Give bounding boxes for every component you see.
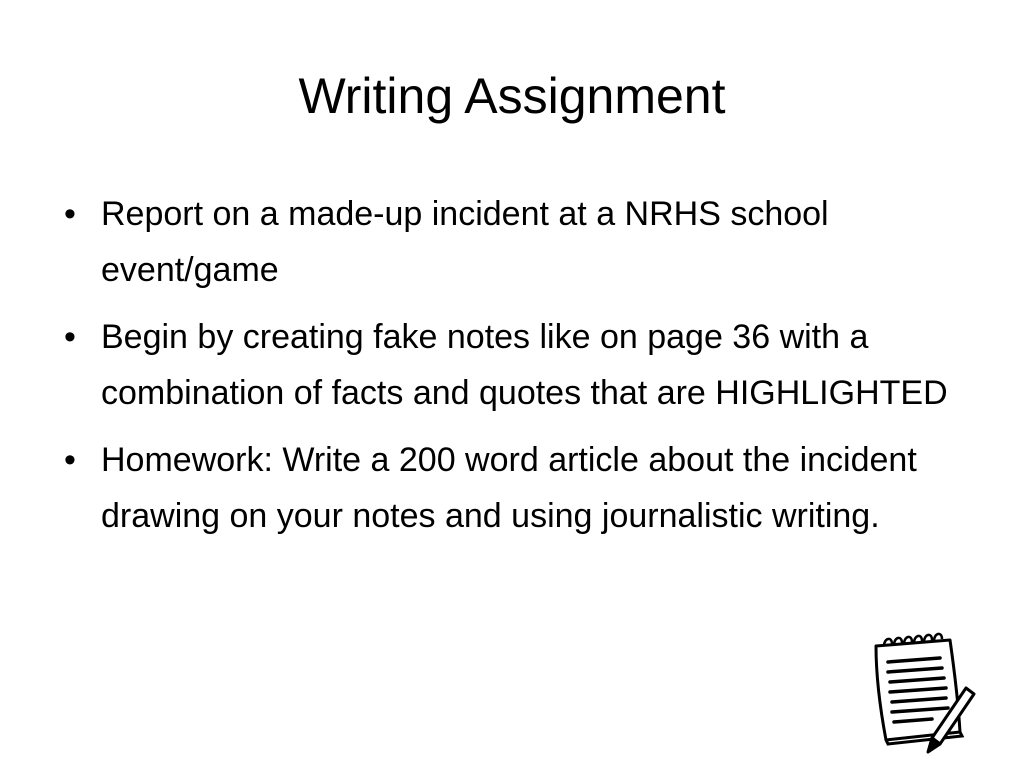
bullet-marker: • <box>64 441 76 479</box>
bullet-text: Homework: Write a 200 word article about the incident drawing on your notes and using journalistic writing. <box>101 441 917 535</box>
bullet-list <box>60 186 960 555</box>
bullet-item <box>60 432 960 544</box>
bullet-text: Begin by creating fake notes like on page 36 with a combination of facts and quotes that are HIGHLIGHTED <box>101 318 948 412</box>
bullet-marker: • <box>64 318 76 356</box>
bullet-marker: • <box>64 195 76 233</box>
notepad-pencil-icon <box>862 628 978 756</box>
bullet-item <box>60 309 960 421</box>
slide-title: Writing Assignment <box>298 68 726 124</box>
bullet-item <box>60 186 960 298</box>
bullet-text: Report on a made-up incident at a NRHS school event/game <box>101 195 829 289</box>
